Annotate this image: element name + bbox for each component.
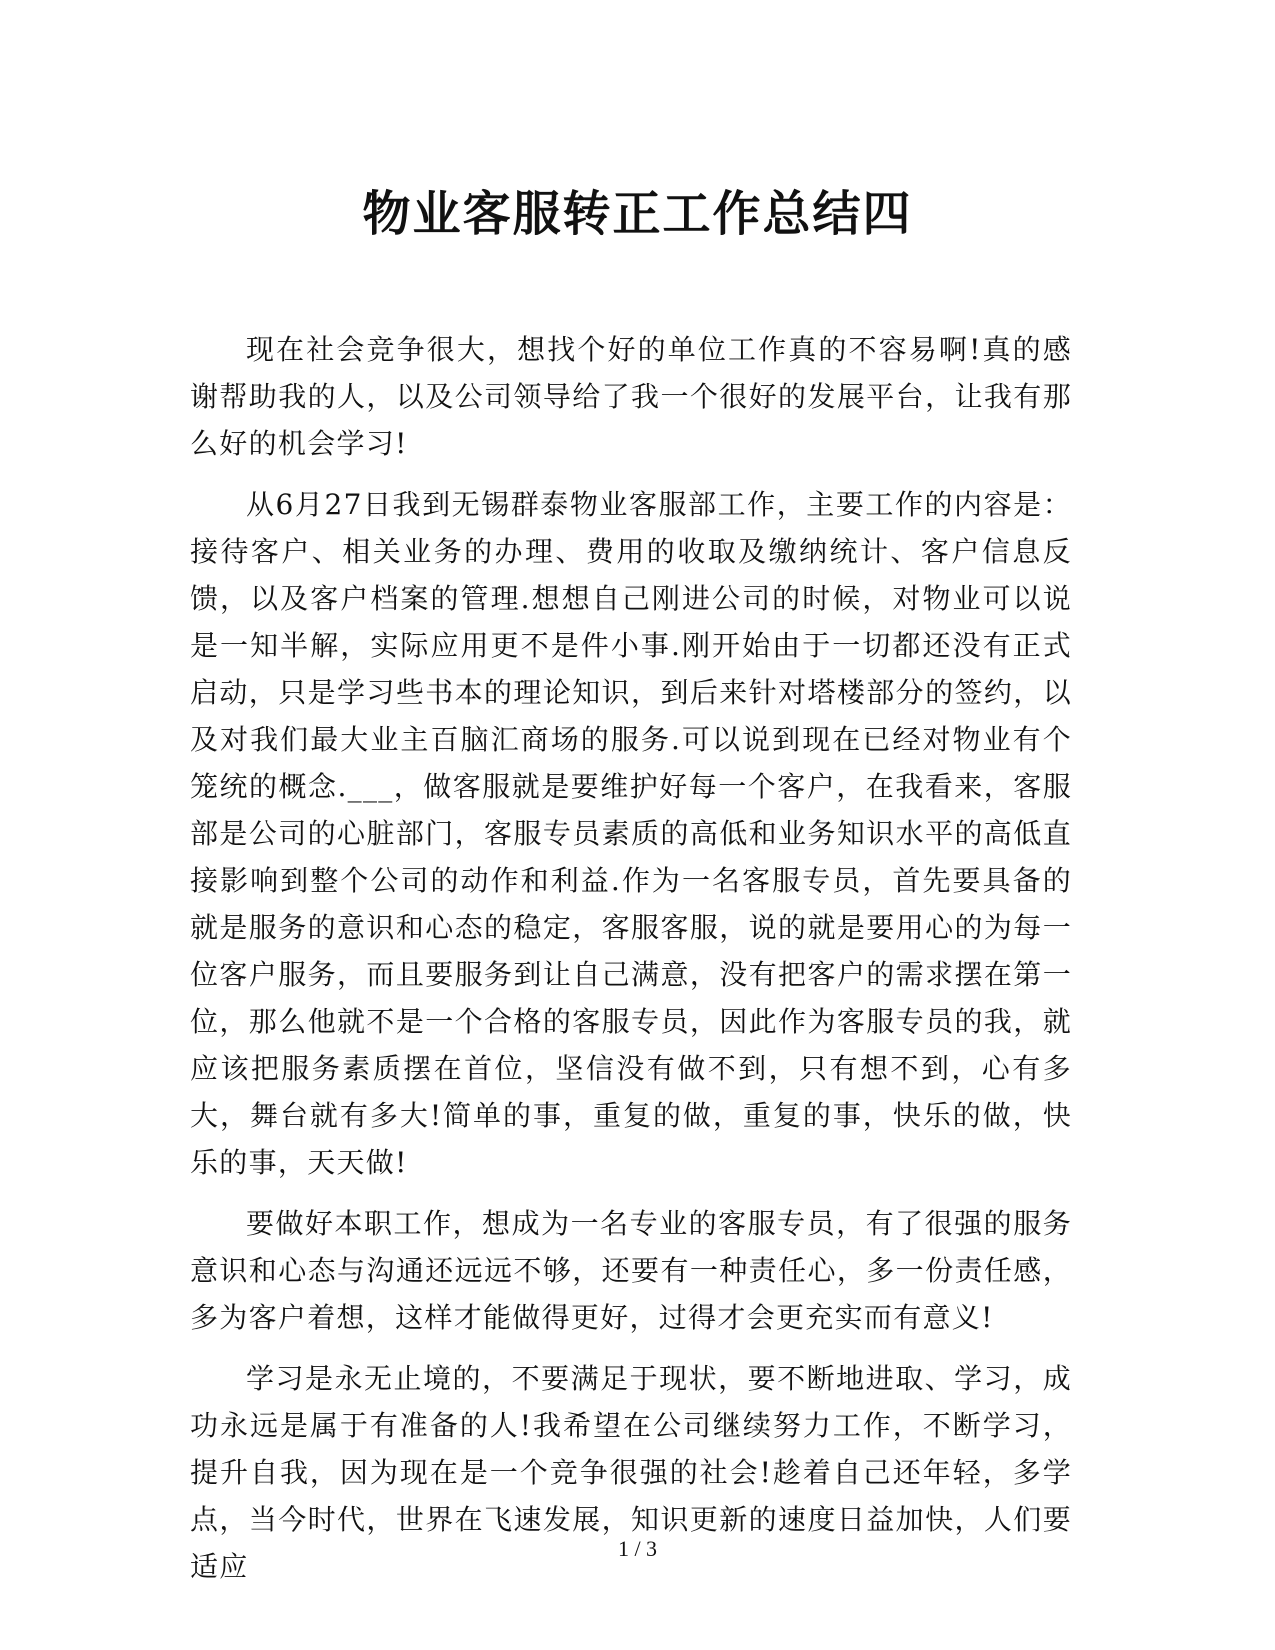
document-title: 物业客服转正工作总结四 <box>362 186 913 243</box>
paragraph-1: 现在社会竞争很大，想找个好的单位工作真的不容易啊!真的感谢帮助我的人，以及公司领导给了我一个很好的发展平台，让我有那么好的机会学习! <box>190 333 1072 460</box>
paragraph-4: 学习是永无止境的，不要满足于现状，要不断地进取、学习，成功永远是属于有准备的人!我希望在公司继续努力工作，不断学习，提升自我，因为现在是一个竞争很强的社会!趁着自己还年轻，多学点，当今时代，世界在飞速发展，知识更新的速度日益加快，人们要适应 <box>190 1362 1072 1583</box>
paragraph-3: 要做好本职工作，想成为一名专业的客服专员，有了很强的服务意识和心态与沟通还远远不够，还要有一种责任心，多一份责任感，多为客户着想，这样才能做得更好，过得才会更充实而有意义! <box>190 1207 1072 1334</box>
page-number: 1 / 3 <box>617 1536 658 1561</box>
paragraph-2: 从6月27日我到无锡群泰物业客服部工作，主要工作的内容是：接待客户、相关业务的办理、费用的收取及缴纳统计、客户信息反馈，以及客户档案的管理.想想自己刚进公司的时候，对物业可以说是一知半解，实际应用更不是件小事.刚开始由于一切都还没有正式启动，只是学习些书本的理论知识，到后来针对塔楼部分的签约，以及对我们最大业主百脑汇商场的服务.可以说到现在已经对物业有个笼统的概念.___，做客服就是要维护好每一个客户，在我看来，客服部是公司的心脏部门，客服专员素质的高低和业务知识水平的高低直接影响到整个公司的动作和利益.作为一名客服专员，首先要具备的就是服务的意识和心态的稳定，客服客服，说的就是要用心的为每一位客户服务，而且要服务到让自己满意，没有把客户的需求摆在第一位，那么他就不是一个合格的客服专员，因此作为客服专员的我，就应该把服务素质摆在首位，坚信没有做不到，只有想不到，心有多大，舞台就有多大!简单的事，重复的做，重复的事，快乐的做，快乐的事，天天做! <box>190 488 1072 1179</box>
document-body <box>190 326 1072 1604</box>
